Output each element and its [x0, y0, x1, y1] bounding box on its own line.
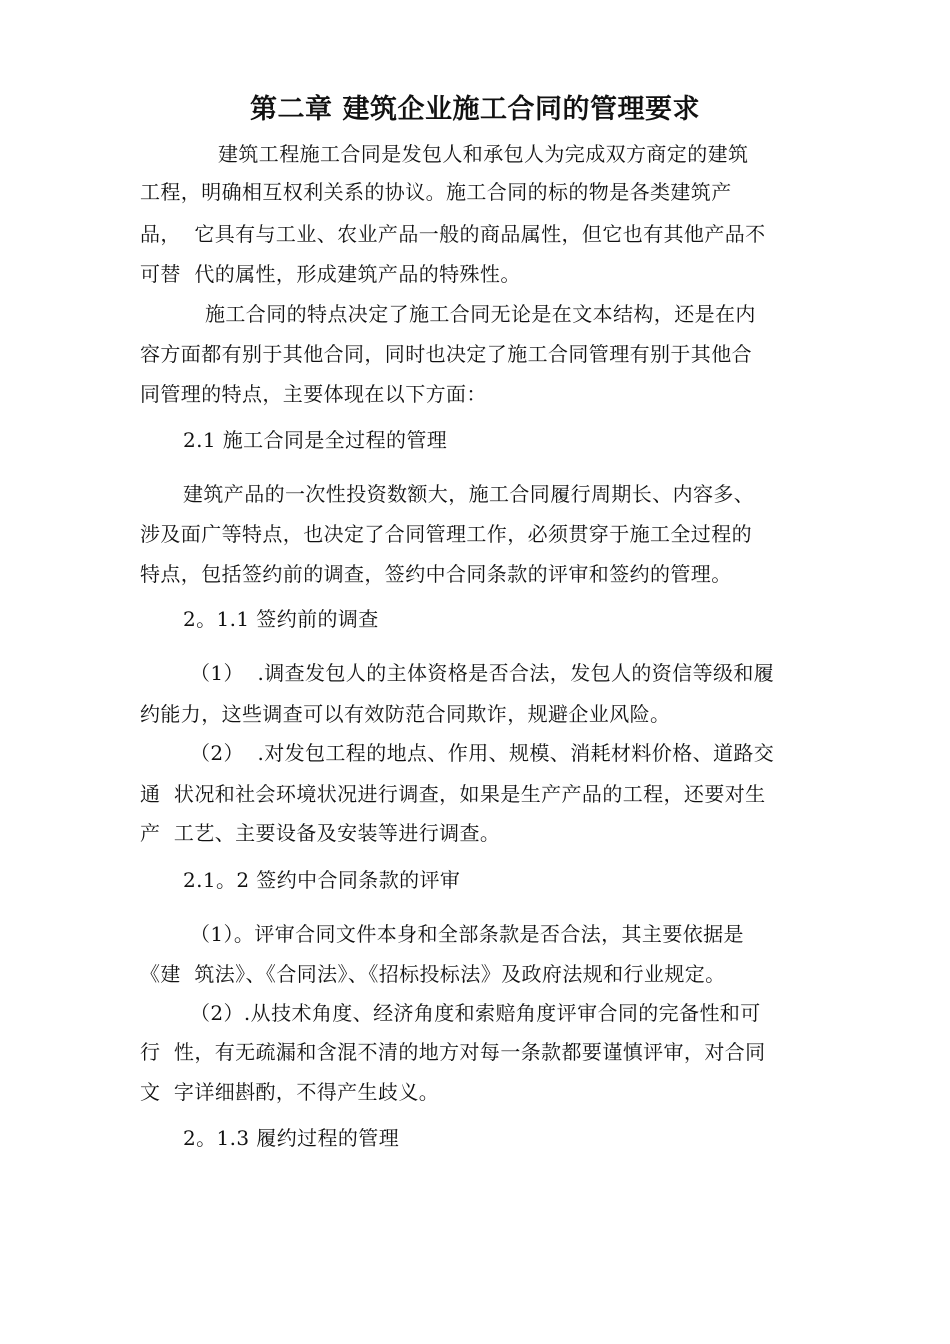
paragraph-2-line-1: 施工合同的特点决定了施工合同无论是在文本结构，还是在内: [205, 302, 756, 326]
item-1-line-2: 约能力，这些调查可以有效防范合同欺诈，规避企业风险。: [140, 702, 671, 726]
paragraph-1-line-3: 品， 它具有与工业、农业产品一般的商品属性，但它也有其他产品不: [140, 222, 766, 246]
paragraph-3-line-3: 特点，包括签约前的调查，签约中合同条款的评审和签约的管理。: [140, 562, 732, 586]
section-heading-2-1: 2.1 施工合同是全过程的管理: [183, 428, 448, 452]
paragraph-1-line-2: 工程，明确相互权利关系的协议。施工合同的标的物是各类建筑产: [140, 180, 732, 204]
item-2-line-3: 产 工艺、主要设备及安装等进行调查。: [140, 821, 501, 845]
section-heading-2-1-1: 2。1.1 签约前的调查: [183, 607, 379, 631]
paragraph-3-line-1: 建筑产品的一次性投资数额大，施工合同履行周期长、内容多、: [183, 482, 755, 506]
paragraph-1-line-4: 可替 代的属性，形成建筑产品的特殊性。: [140, 262, 521, 286]
paragraph-2-line-2: 容方面都有别于其他合同，同时也决定了施工合同管理有别于其他合: [140, 342, 752, 366]
item-4-line-2: 行 性，有无疏漏和含混不清的地方对每一条款都要谨慎评审，对合同: [140, 1040, 766, 1064]
paragraph-3-line-2: 涉及面广等特点，也决定了合同管理工作，必须贯穿于施工全过程的: [140, 522, 752, 546]
paragraph-2-line-3: 同管理的特点，主要体现在以下方面：: [140, 382, 487, 406]
item-2-line-2: 通 状况和社会环境状况进行调查，如果是生产产品的工程，还要对生: [140, 782, 766, 806]
item-4-line-3: 文 字详细斟酌，不得产生歧义。: [140, 1080, 440, 1104]
item-3-line-1: （1）。评审合同文件本身和全部条款是否合法，其主要依据是: [190, 922, 744, 946]
paragraph-1-line-1: 建筑工程施工合同是发包人和承包人为完成双方商定的建筑: [218, 142, 749, 166]
item-2-line-1: （2） .对发包工程的地点、作用、规模、消耗材料价格、道路交: [190, 741, 775, 765]
chapter-title: 第二章 建筑企业施工合同的管理要求: [250, 94, 700, 125]
section-heading-2-1-3: 2。1.3 履约过程的管理: [183, 1126, 400, 1150]
section-heading-2-1-2: 2.1。2 签约中合同条款的评审: [183, 868, 461, 892]
item-4-line-1: （2）.从技术角度、经济角度和索赔角度评审合同的完备性和可: [190, 1001, 761, 1025]
item-3-line-2: 《建 筑法》、《合同法》、《招标投标法》及政府法规和行业规定。: [140, 962, 726, 986]
item-1-line-1: （1） .调查发包人的主体资格是否合法，发包人的资信等级和履: [190, 661, 775, 685]
